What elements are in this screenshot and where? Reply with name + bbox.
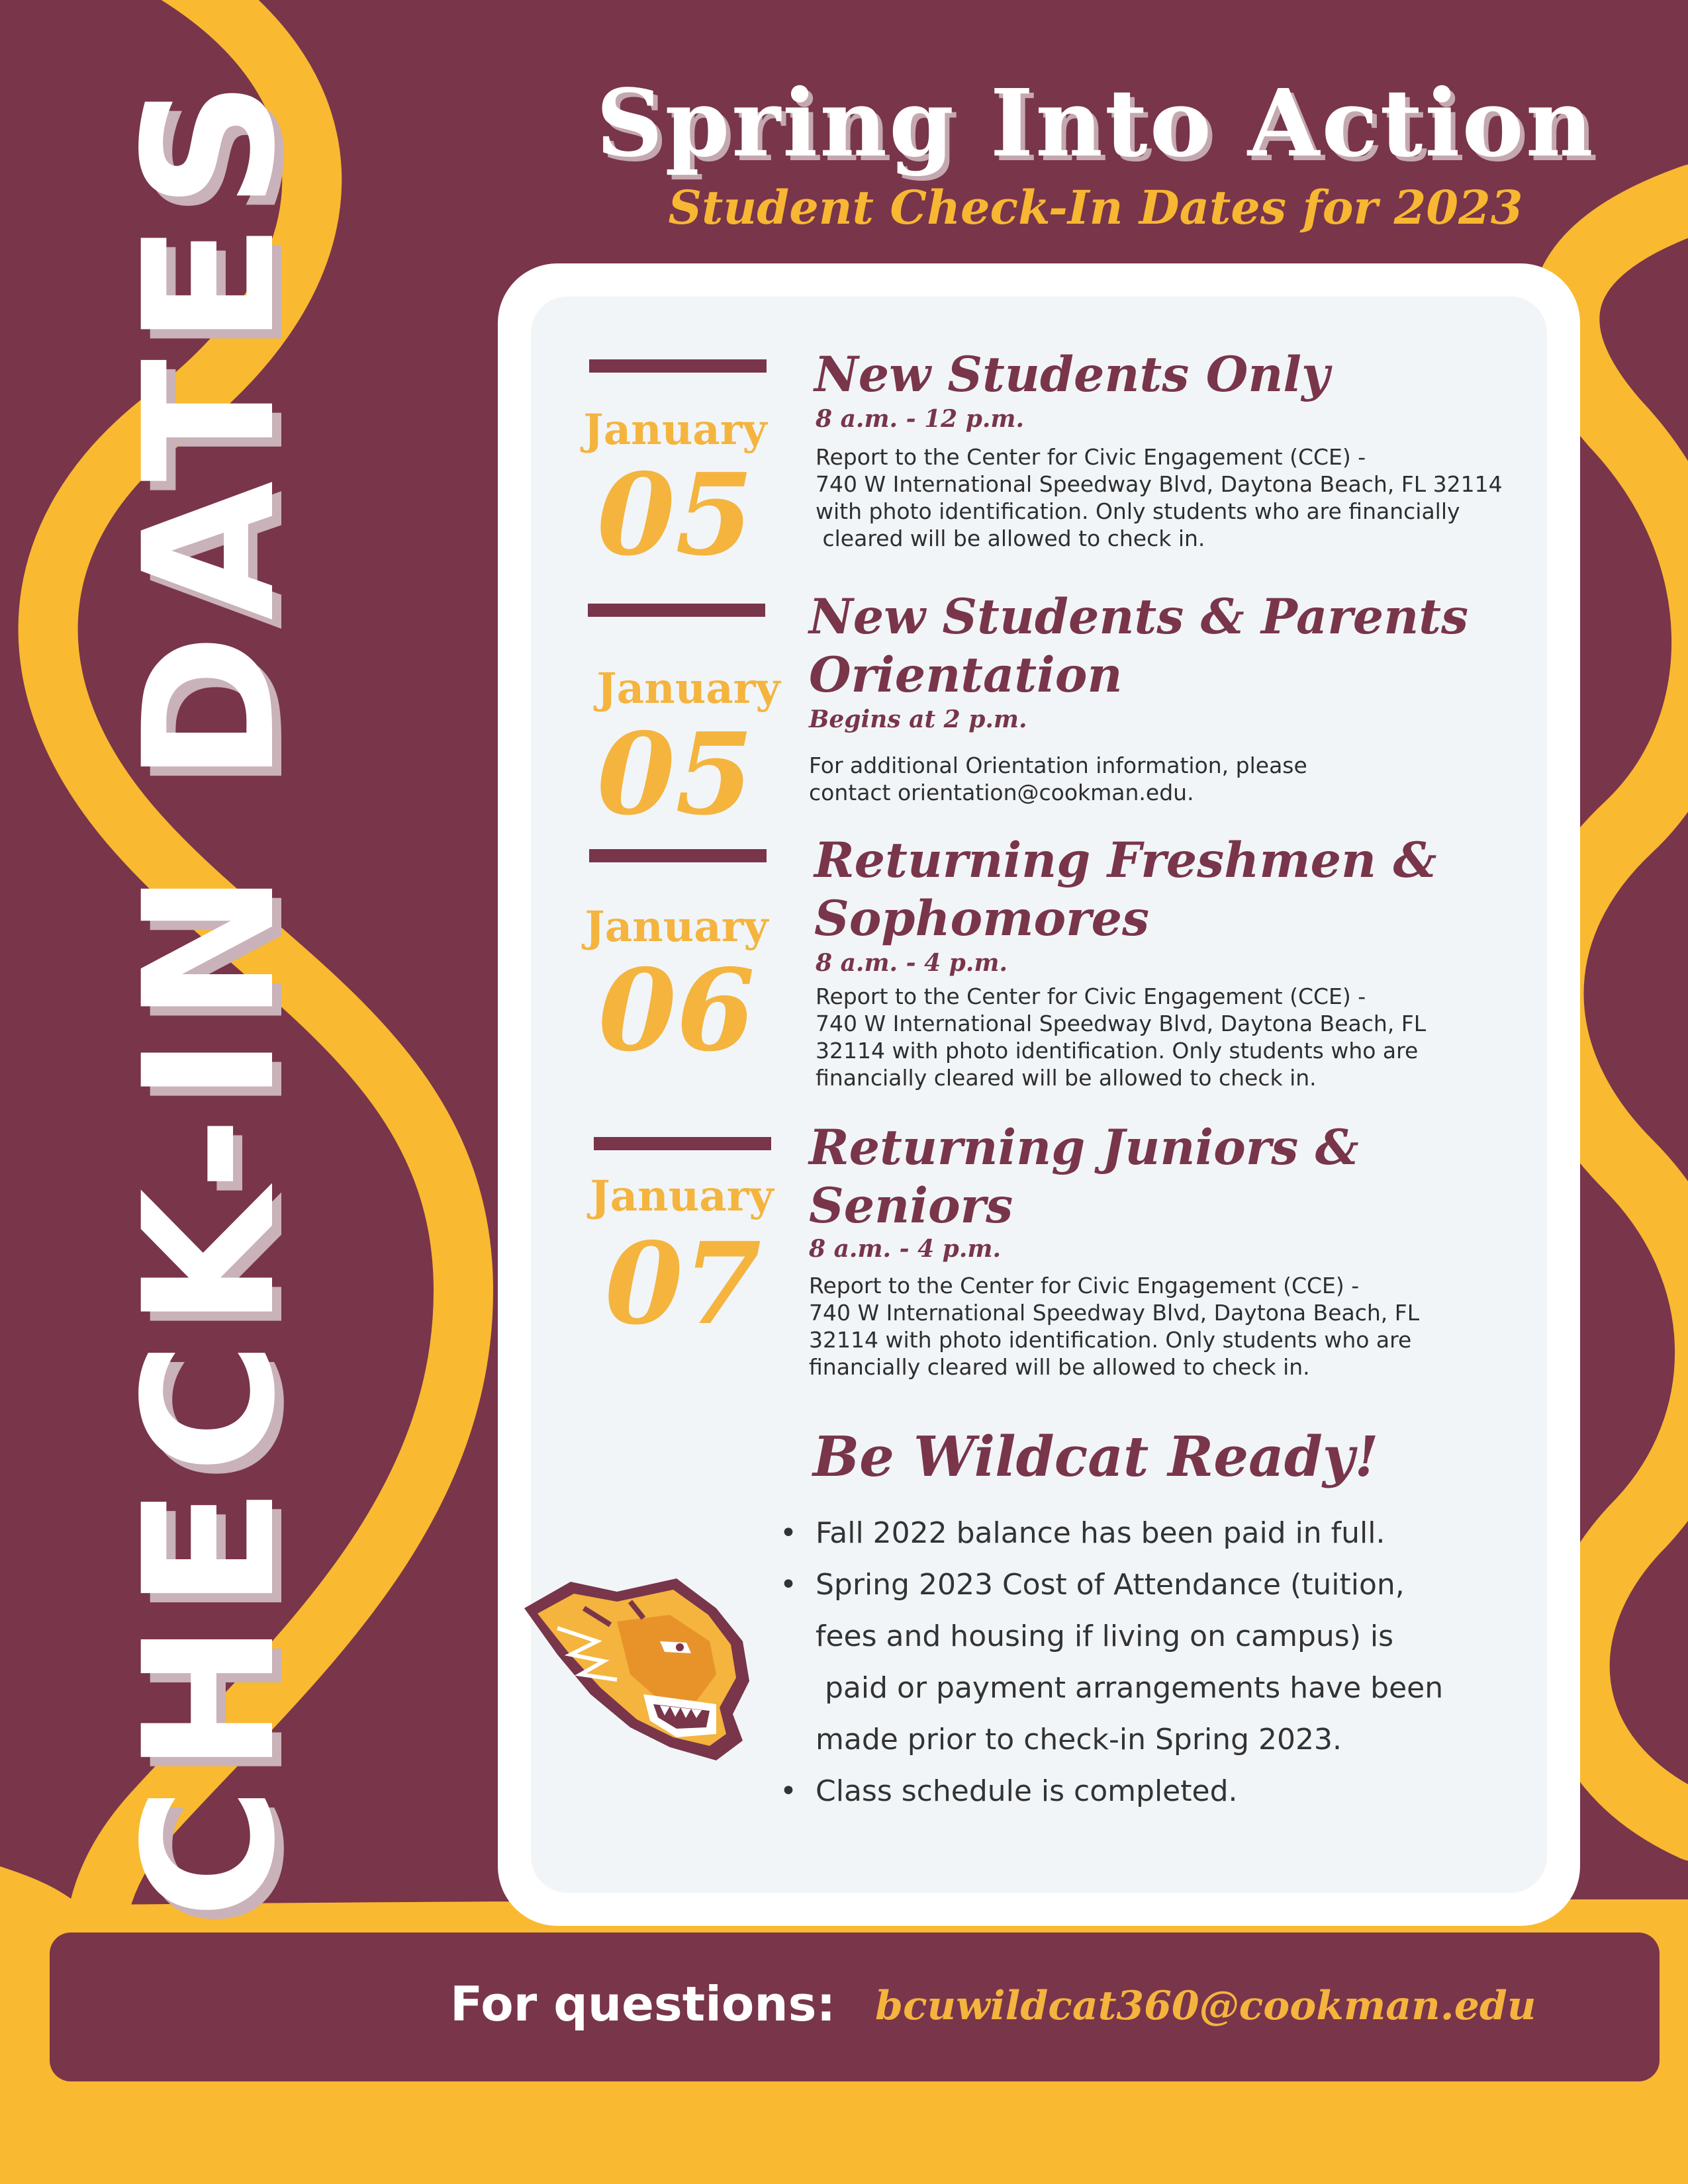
- event-description: For additional Orientation information, please contact orientation@cookman.edu.: [809, 752, 1307, 805]
- event-title: Returning Juniors & Seniors: [809, 1119, 1359, 1234]
- footer-questions-label: For questions:: [450, 1976, 836, 2032]
- date-divider: [589, 849, 767, 862]
- wildcat-mascot-icon: [518, 1569, 763, 1767]
- wildcat-ready-heading: Be Wildcat Ready!: [813, 1424, 1379, 1489]
- event-time: 8 a.m. - 12 p.m.: [816, 405, 1025, 433]
- event-month: January: [583, 405, 767, 455]
- date-divider: [589, 359, 767, 373]
- event-day: 06: [598, 944, 755, 1077]
- event-time: 8 a.m. - 4 p.m.: [816, 949, 1008, 977]
- event-day: 07: [604, 1218, 762, 1350]
- check-in-dates-vertical-title: CHECK-IN DATES: [106, 66, 315, 1919]
- event-title: New Students & Parents Orientation: [809, 588, 1469, 704]
- list-item: • Class schedule is completed.: [780, 1774, 1238, 1808]
- event-day: 05: [596, 449, 754, 581]
- event-day: 05: [596, 708, 754, 841]
- event-month: January: [590, 1171, 774, 1221]
- date-divider: [594, 1137, 771, 1150]
- event-title: New Students Only: [814, 346, 1330, 403]
- event-time: 8 a.m. - 4 p.m.: [809, 1235, 1001, 1263]
- date-divider: [588, 604, 765, 617]
- event-month: January: [596, 664, 780, 713]
- page-title: Spring Into Action: [596, 69, 1595, 178]
- event-time: Begins at 2 p.m.: [809, 705, 1027, 733]
- page-subtitle: Student Check-In Dates for 2023: [668, 180, 1523, 235]
- event-description: Report to the Center for Civic Engagement (CCE) - 740 W International Speedway Blvd, Daytona Beach, FL 32114 with photo identification. Only students who are financially cleared will be allowed to check in.: [816, 444, 1503, 551]
- footer-email-link[interactable]: bcuwildcat360@cookman.edu: [875, 1983, 1536, 2029]
- event-description: Report to the Center for Civic Engagement (CCE) - 740 W International Speedway Blvd, Daytona Beach, FL 32114 with photo identification. Only students who are financially cleared will be allowed to check in.: [816, 983, 1427, 1091]
- event-description: Report to the Center for Civic Engagement (CCE) - 740 W International Speedway Blvd, Daytona Beach, FL 32114 with photo identification. Only students who are financially cleared will be allowed to check in.: [809, 1273, 1420, 1380]
- event-month: January: [585, 902, 769, 952]
- list-item: • Fall 2022 balance has been paid in full.: [780, 1516, 1385, 1550]
- wildcat-ready-list: [774, 1508, 1549, 1817]
- event-title: Returning Freshmen & Sophomores: [814, 832, 1437, 947]
- list-item: • Spring 2023 Cost of Attendance (tuition, fees and housing if living on campus) is paid or payment arrangements have been made prior to check-in Spring 2023.: [780, 1568, 1444, 1756]
